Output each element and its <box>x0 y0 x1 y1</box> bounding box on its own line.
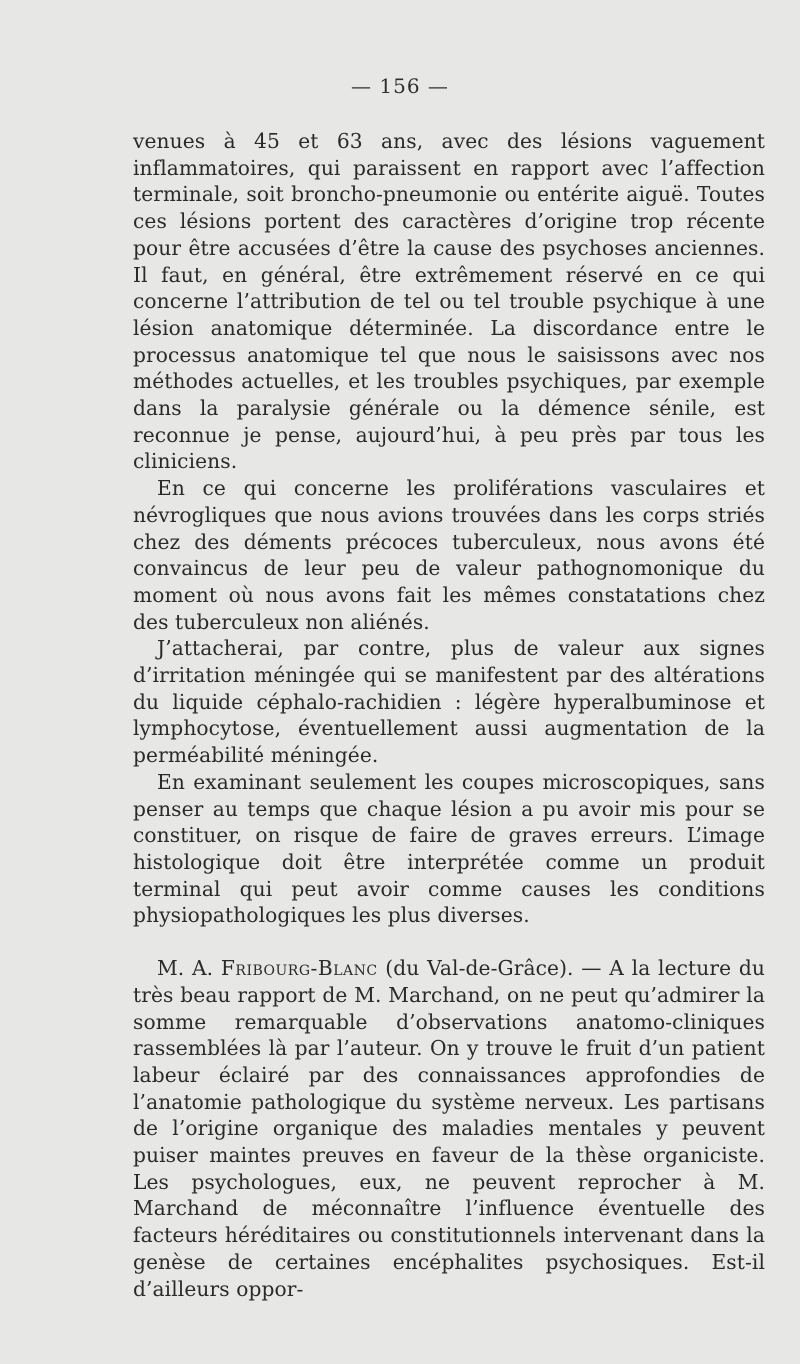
speaker-affiliation: (du Val-de-Grâce). — <box>377 956 610 981</box>
paragraph-1: venues à 45 et 63 ans, avec des lésions vaguement inflammatoires, qui paraissent en rapport avec l’affection terminale, soit broncho-pneumonie ou entérite aiguë. Toutes ces lésions portent des caractères d’origine trop récente pour être accusées d’être la cause des psychoses anciennes. Il faut, en général, être extrêmement réservé en ce qui concerne l’attribution de tel ou tel trouble psychique à une lésion anatomique déterminée. La discordance entre le processus anatomique tel que nous le saisissons avec nos méthodes actuelles, et les troubles psychiques, par exemple dans la paralysie générale ou la démence sénile, est reconnue je pense, aujourd’hui, à peu près par tous les cliniciens. <box>133 129 765 474</box>
paragraph-2: En ce qui concerne les proliférations vasculaires et névrogliques que nous avions trouvées dans les corps striés chez des déments précoces tuberculeux, nous avons été convaincus de leur peu de valeur pathognomonique du moment où nous avons fait les mêmes constatations chez des tuberculeux non aliénés. <box>133 476 765 634</box>
speaker-prefix: M. A. <box>157 956 221 981</box>
speaker-paragraph <box>133 955 765 1302</box>
speaker-text: A la lecture du très beau rapport de M. Marchand, on ne peut qu’admirer la somme remarquable d’observations anatomo-cliniques rassemblées là par l’auteur. On y trouve le fruit d’un patient labeur éclairé par des connaissances approfondies de l’anatomie pathologique du système nerveux. Les partisans de l’origine organique des maladies mentales y peuvent puiser maintes preuves en faveur de la thèse organiciste. Les psychologues, eux, ne peuvent reprocher à M. Marchand de méconnaître l’influence éventuelle des facteurs héréditaires ou constitutionnels intervenant dans la genèse de certaines encéphalites psychosiques. Est-il d’ailleurs oppor- <box>133 956 765 1301</box>
body-text <box>133 128 765 1302</box>
paragraph-3: J’attacherai, par contre, plus de valeur aux signes d’irritation méningée qui se manifestent par des altérations du liquide céphalo-rachidien : légère hyperalbuminose et lymphocytose, éventuellement aussi augmentation de la perméabilité méningée. <box>133 636 765 768</box>
speaker-name: Fribourg-Blanc <box>220 956 378 981</box>
page-number: — 156 — <box>351 74 449 98</box>
paragraph-4: En examinant seulement les coupes microscopiques, sans penser au temps que chaque lésion a pu avoir mis pour se constituer, on risque de faire de graves erreurs. L’image histologique doit être interprétée comme un produit terminal qui peut avoir comme causes les conditions physiopathologiques les plus diverses. <box>133 769 765 928</box>
